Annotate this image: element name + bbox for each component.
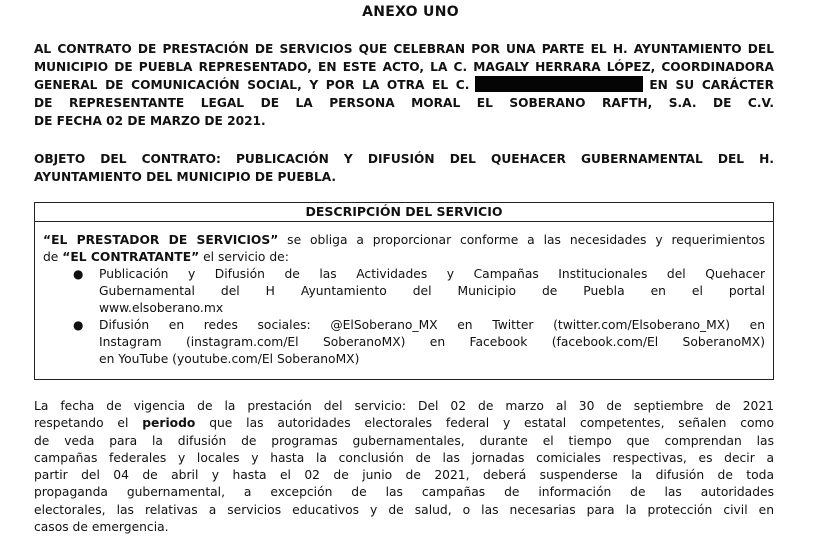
service-lead-text: el servicio de:: [199, 250, 289, 264]
service-lead-line: [43, 232, 765, 249]
service-description-body: [35, 222, 773, 368]
intro-line-text: REPRESENTANTE LEGAL DE LA PERSONA MORAL EL SOBERANO RAFTH, S.A. DE C.V.: [68, 96, 774, 110]
validity-line: partir del 04 de abril y hasta el 02 de junio de 2021, deberá suspenderse la difusión de toda: [34, 468, 774, 483]
intro-line-redacted: [34, 76, 774, 94]
intro-line: [34, 94, 774, 112]
service-description-box: [34, 202, 774, 380]
contractor-term: “EL CONTRATANTE”: [62, 250, 200, 264]
intro-text-after-redaction: EN SU CARÁCTER: [649, 78, 774, 92]
validity-line: propaganda gubernamental, a excepción de las campañas de información de las autoridades: [34, 485, 774, 500]
validity-line: La fecha de vigencia de la prestación del servicio: Del 02 de marzo al 30 de septiembre de 2021: [34, 399, 774, 413]
service-list-item: [43, 266, 765, 317]
service-item-line: Instagram (instagram.com/El SoberanoMX) en Facebook (facebook.com/El SoberanoMX): [99, 335, 765, 349]
intro-line: AL CONTRATO DE PRESTACIÓN DE SERVICIOS QUE CELEBRAN POR UNA PARTE EL H. AYUNTAMIENTO DEL: [34, 42, 774, 56]
bullet-icon: ●: [73, 318, 84, 332]
service-list: [43, 266, 765, 368]
intro-line: MUNICIPIO DE PUEBLA REPRESENTADO, EN ESTE ACTO, LA C. MAGALY HERRARA LÓPEZ, COORDINADORA: [34, 60, 774, 74]
service-item-line: Publicación y Difusión de las Actividades y Campañas Institucionales del Quehacer: [99, 267, 765, 281]
service-description-header: DESCRIPCIÓN DEL SERVICIO: [35, 203, 773, 222]
validity-text: que las autoridades electorales federal y estatal competentes, señalen como: [209, 416, 774, 431]
validity-period-term: periodo: [142, 416, 196, 431]
bullet-icon: ●: [73, 267, 84, 281]
intro-line: DE FECHA 02 DE MARZO DE 2021.: [34, 114, 266, 128]
service-item-line: Difusión en redes sociales: @ElSoberano_MX en Twitter (twitter.com/Elsoberano_MX) en: [99, 318, 765, 332]
validity-line: electorales, las relativas a servicios educativos y de salud, o las necesarias para la protección civil en: [34, 502, 774, 517]
validity-line: campañas federales y locales y hasta la conclusión de las jornadas comiciales respectivas, es decir a: [34, 450, 774, 465]
objeto-line: OBJETO DEL CONTRATO: PUBLICACIÓN Y DIFUSIÓN DEL QUEHACER GUBERNAMENTAL DEL H.: [34, 152, 774, 166]
validity-line: casos de emergencia.: [34, 520, 169, 535]
validity-space: [195, 416, 209, 430]
service-item-line: Gubernamental del H Ayuntamiento del Municipio de Puebla en el portal: [99, 284, 765, 298]
validity-text: respetando el: [34, 416, 143, 431]
service-item-line: en YouTube (youtube.com/El SoberanoMX): [99, 352, 360, 366]
document-title: ANEXO UNO: [362, 4, 459, 20]
provider-term: “EL PRESTADOR DE SERVICIOS”: [43, 233, 279, 247]
validity-paragraph: [34, 398, 774, 536]
intro-line-prefix: DE: [34, 96, 53, 110]
service-lead-text: se obliga a proporcionar conforme a las necesidades y requerimientos: [278, 233, 765, 247]
service-list-item: [43, 317, 765, 368]
objeto-line: AYUNTAMIENTO DEL MUNICIPIO DE PUEBLA.: [34, 170, 337, 184]
contract-object: [34, 150, 774, 186]
validity-line: de veda para la difusión de programas gubernamentales, durante el tiempo que comprendan las: [34, 433, 774, 448]
service-item-line: www.elsoberano.mx: [99, 301, 224, 315]
intro-text-before-redaction: GENERAL DE COMUNICACIÓN SOCIAL, Y POR LA OTRA EL C.: [34, 78, 470, 92]
service-lead-text: de: [43, 250, 63, 264]
redaction-bar: [475, 76, 643, 92]
validity-line: [34, 415, 774, 432]
contract-intro: [34, 40, 774, 130]
service-lead-line: [43, 249, 765, 266]
